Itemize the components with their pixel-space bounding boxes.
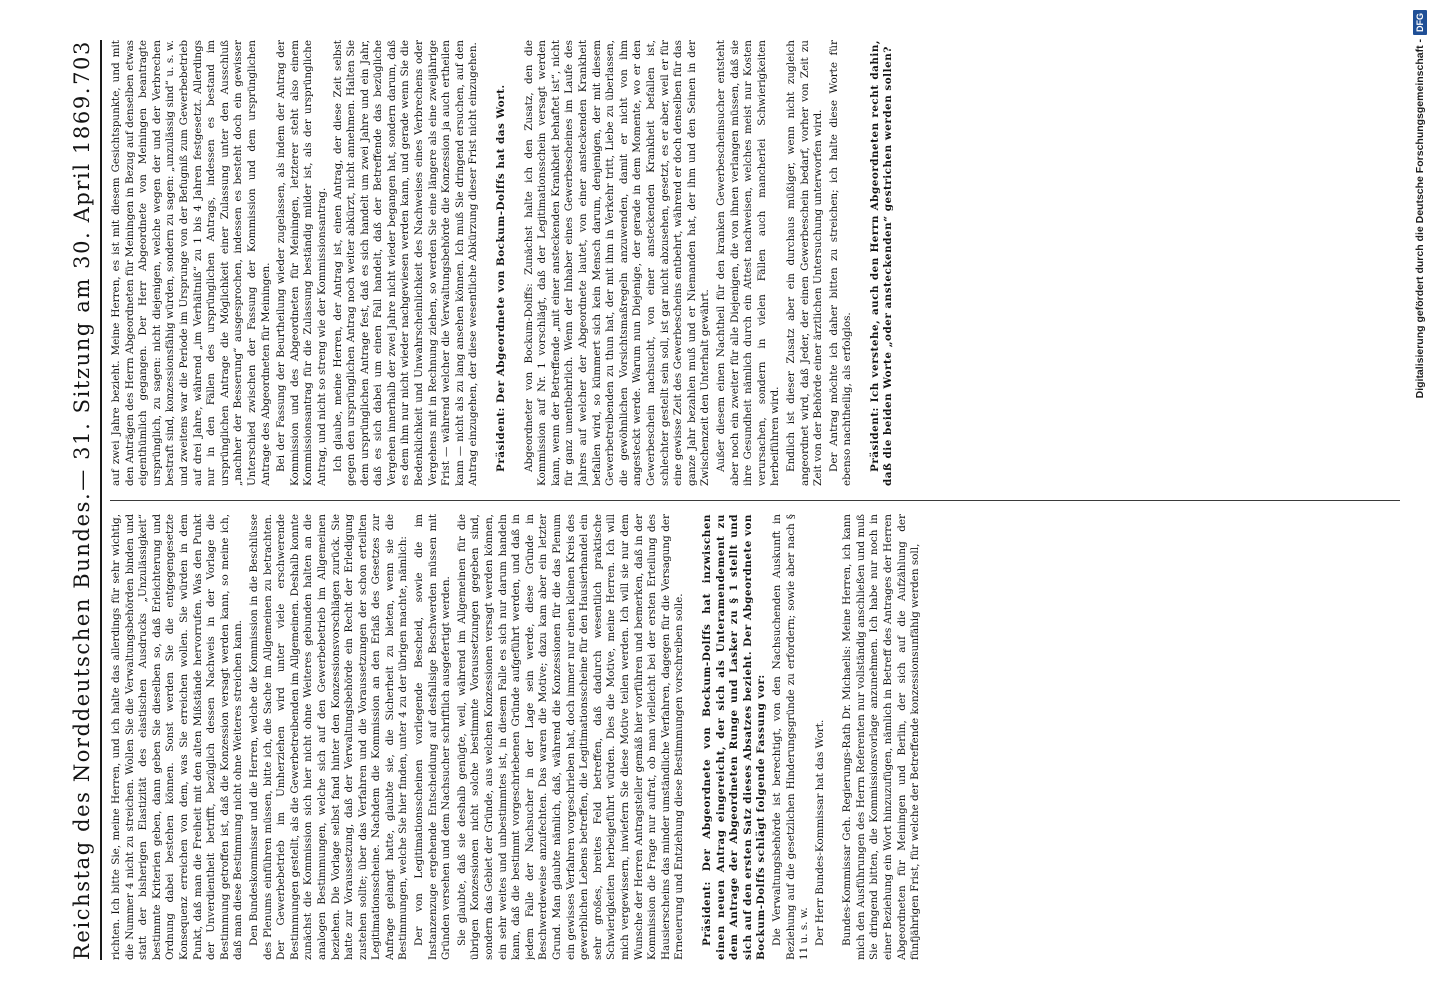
paragraph: Abgeordneter von Bockum-Dolffs: Zunächst halte ich den Zusatz, den die Kommission auf Nr. 1 vorschlägt, daß der Legitimationsschein versagt werden kann, wenn der Betreffende „mit einer ansteckenden Krankheit behaftet ist“, nicht für ganz unentbehrlich. Wenn der Inhaber eines Gewerbescheines im Laufe des Jahres auf welcher der Abgeordnete lautet, von einer ansteckenden Krankheit befallen wird, so kümmert sich kein Mensch darum, denjenigen, der mit diesem Gewerbetreibenden zu thun hat, der mit ihm in Verkehr tritt, Liebe zu überlassen, die gewöhnlichen Vorsichtsmaßregeln anzuwenden, damit er nicht von ihm angesteckt werde. Warum nun Diejenige, der gerade in dem Momente, wo er den Gewerbeschein nachsucht, von einer ansteckenden Krankheit befallen ist, schlechter gestellt sein soll, ist gar nicht abzusehen, gesetzt, es er aber, weil er für eine gewisse Zeit des Gewerbescheins entbehrt, während er doch denselben für das ganze Jahr bezahlen muß und er Niemanden hat, der ihm und den Seinen in der Zwischenzeit den Unterhalt gewährt. xyxy=(522,40,712,486)
left-column xyxy=(110,514,1410,960)
digitization-stamp xyxy=(1410,10,1430,990)
column-divider xyxy=(110,500,1400,501)
paragraph: Der Herr Bundes-Kommissar hat das Wort. xyxy=(813,719,826,946)
paragraph: Außer diesem einen Nachtheil für den kranken Gewerbescheinsucher entsteht aber noch ein zweiter für alle Diejenigen, die von ihnen verlangen müssen, daß sie ihre Gesundheit nämlich durch ein Attest nachweisen, welches meist nur Kosten verursachen, sondern in vielen Fällen auch mancherlei Schwierigkeiten herbeiführen wird. xyxy=(714,40,782,486)
paragraph: richten. Ich bitte Sie, meine Herren, und ich halte das allerdings für sehr wichtig, die Nummer 4 nicht zu streichen. Wollen Sie die Verwaltungsbehörden binden und statt der bisherigen Elastizität des elastischen Ausdrucks „Unzulässigkeit“ bestimmte Kriterien geben, dann geben Sie dieselben so, daß Erleichterung und Ordnung dabei bestehen können. Sonst werden Sie die entgegengesetzte Konsequenz erreichen von dem, was Sie erreichen wollen. Sie würden in dem Punkt, daß man die Freiheit mit den alten Mißstände hervorrufen. Was den Punkt der Unverdientheit betrifft, bezüglich dessen Nachweis in der Vorlage die Bestimmung getroffen ist, daß die Konzession versagt werden kann, so meine ich, daß man diese Bestimmung nicht ohne Weiteres streichen kann. xyxy=(110,514,245,960)
paragraph: Ich glaube, meine Herren, der Antrag ist, einen Antrag, der diese Zeit selbst gegen den ursprünglichen Antrag noch weiter abkürzt, nicht annehmen. Halten Sie dem ursprünglichen Antrage fest, daß es sich handelt um zwei Jahre und ein Jahr, daß es sich dabei um einen Fall handelt, daß der Betreffende das bezügliche Vergehen innerhalb der zwei Jahre nicht wieder begangen hat, sondern darum, daß es dem ihm nur nicht wieder nachgewiesen werden kann, und gerade wenn Sie die Bedenklichkeit und Unwahrscheinlichkeit des Nachweises eines Verbrechens oder Vergehens mit in Rechnung ziehen, so werden Sie eine längere als eine zweijährige Frist — während welcher die Verwaltungsbehörde die Konzession ja auch ertheilen kann — nicht als zu lang ansehen können. Ich muß Sie dringend ersuchen, auf den Antrag einzugehen, der diese wesentliche Abkürzung dieser Frist nicht einzugehen. xyxy=(331,40,480,486)
header-rule xyxy=(100,40,102,960)
speaker-paragraph: Präsident: Ich verstehe, auch den Herrn Abgeordneten recht dahin, daß die beiden Worte „oder ansteckenden“ gestrichen werden sollen? xyxy=(868,40,895,486)
right-column xyxy=(110,40,1410,486)
paragraph: Endlich ist dieser Zusatz aber ein durchaus müßiger, wenn nicht zugleich angeordnet wird, daß Jeder, der einen Gewerbeschein bedarf, vorher von Zeit zu Zeit von der Behörde einer ärztlichen Untersuchung unterworfen wird. xyxy=(784,40,825,486)
stamp-text: Digitalisierung gefördert durch die Deutsche Forschungsgemeinschaft - xyxy=(1414,39,1426,399)
speaker-paragraph: Präsident: Der Abgeordnete von Bockum-Dolffs hat das Wort. xyxy=(495,84,508,472)
paragraph: Die Verwaltungsbehörde ist berechtigt, von den Nachsuchenden Auskunft in Beziehung auf die gesetzlichen Hinderungsgründe zu erfordern; sowie aber nach § 11 u. s. w. xyxy=(770,514,811,960)
paragraph: Den Bundeskommissar und die Herren, welche die Kommission in die Beschlüsse des Plenums einführen müssen, bitte ich, die Sache im Allgemeinen zu betrachten. Der Gewerbebetrieb im Umherziehen wird unter viele erschwerende Bestimmungen gestellt, als die Gewerbetreibenden im Allgemeinen. Deshalb konnte zunächst die Kommission sich hier nicht ohne Weiteres gebunden halten an die analogen Bestimmungen, welche sich auf den Gewerbebetrieb im Allgemeinen beziehen. Die Vorlage selbst fand hinter den Konzessionsvorschlägen zurück. Sie hatte zur Voraussetzung, daß der Verwaltungsbehörde ein Recht der Erledigung zustehen sollte; über das Verfahren und die Voraussetzungen der schon erteilten Legitimationsscheine. Nachdem die Kommission an den Erlaß des Gesetzes zur Anfrage gelangt hatte, glaubte sie, die Sicherheit zu bieten, wenn sie die Bestimmungen, welche Sie hier finden, unter 4 zu der übrigen machte, nämlich: xyxy=(247,514,410,960)
paragraph: Sie glaubte, daß sie deshalb genügte, weil, während im Allgemeinen für die übrigen Konzessionen nicht solche bestimmte Voraussetzungen gegeben sind, sondern das Gebiet der Gründe, aus welchen Konzessionen versagt werden können, ein sehr weites und unbestimmtes ist, in diesem Falle es sich nur darum handeln kann, daß die bestimmt vorgeschriebenen Gründe aufgeführt werden, und daß in jedem Falle der Nachsucher in der Lage sein werde, diese Gründe in Beschwerdeweise anzufechten. Das waren die Motive; dazu kam aber ein letzter Grund. Man glaubte nämlich, daß, während die Konzessionen für die das Plenum ein gewisses Verfahren vorgeschrieben hat, doch immer nur einen kleinen Kreis des gewerblichen Lebens betreffen, die Legitimationsscheine für den Hausierhandel ein sehr großes, breites Feld betreffen, daß dadurch wesentlich praktische Schwierigkeiten herbeigeführt würden. Dies die Motive, meine Herren. Ich will mich vergewissern, inwiefern Sie diese Motive teilen werden. Ich will sie nur dem Wunsche der Herren Antragsteller gemäß hier vorführen und bemerken, daß in der Kommission die Frage nur aufrat, ob man vielleicht bei der ersten Erteilung des Hausierscheins das minder umständliche Verfahren, dagegen für die Versagung der Erneuerung und Entziehung diese Bestimmungen vorschreiben solle. xyxy=(455,514,686,960)
paragraph: Bundes-Kommissar Geh. Regierungs-Rath Dr. Michaelis: Meine Herren, ich kann mich den Ausführungen des Herrn Referenten nur vollständig anschließen und muß Sie dringend bitten, die Kommissionsvorlage anzunehmen. Ich habe nur noch in einer Beziehung ein Wort hinzuzufügen, nämlich in Betreff des Antrages der Herren Abgeordneten für Meiningen und Berlin, der sich auf die Aufzählung der fünfjährigen Frist, für welche der Betreffende konzessionsunfähig werden soll, xyxy=(841,514,922,960)
paragraph: Der von Legitimationsscheinen vorliegende Bescheid, sowie die im Instanzenzuge ergehende Entscheidung auf desfallsige Beschwerden müssen mit Gründen versehen und dem Nachsucher schriftlich ausgefertigt werden. xyxy=(413,514,453,960)
paragraph: auf zwei Jahre bezieht. Meine Herren, es ist mit diesem Gesichtspunkte, und mit den Anträgen des Herrn Abgeordneten für Meiningen in Bezug auf denselben etwas eigenthümlich gegangen. Der Herr Abgeordnete von Meiningen beantragte ursprünglich, zu sagen: nicht diejenigen, welche wegen der und der Verbrechen bestraft sind, konzessionsfähig würden, sondern zu sagen: „unzulässig sind“ u. s. w. und zweitens war die Periode im Ursprunge von der Befugniß zum Gewerbebetrieb auf drei Jahre, während „im Verhältniß“ zu 1 bis 4 Jahren festgesetzt. Allerdings nur in den Fällen des ursprünglichen Antrags, indessen es bestand im ursprünglichen Antrage die Möglichkeit einer Zulassung unter den Ausschluß „nachher der Besserung“ ausgesprochen, indessen es besteht doch ein gewisser Unterschied zwischen der Fassung der Kommission und dem ursprünglichen Antrage des Abgeordneten für Meiningen. xyxy=(110,40,272,486)
dfg-logo: DFG xyxy=(1413,10,1427,35)
paragraph: Bei der Fassung der Beurtheilung wieder zugelassen, als indem der Antrag der Kommission und des Abgeordneten für Meiningen, letzterer steht also einem Kommissionsantrag für die Zulassung beständig milder ist, als der ursprüngliche Antrag, und nicht so streng wie der Kommissionsantrag. xyxy=(275,40,328,486)
speaker-paragraph: Präsident: Der Abgeordnete von Bockum-Dolffs hat inzwischen einen neuen Antrag eingereicht, der sich als Unteramendement zu dem Antrage der Abgeordneten Runge und Lasker zu § 1 stellt und sich auf den ersten Satz dieses Absatzes bezieht. Der Abgeordnete von Bockum-Dolffs schlägt folgende Fassung vor: xyxy=(700,514,768,960)
page-number: 703 xyxy=(70,40,94,85)
page-header xyxy=(64,40,94,960)
header-title: Reichstag des Norddeutschen Bundes. xyxy=(70,491,94,960)
paragraph: Der Antrag möchte ich daher bitten zu streichen; ich halte diese Worte für ebenso nachtheilig, als erfolglos. xyxy=(827,40,854,486)
header-session: — 31. Sitzung am 30. April 1869. xyxy=(70,85,94,491)
